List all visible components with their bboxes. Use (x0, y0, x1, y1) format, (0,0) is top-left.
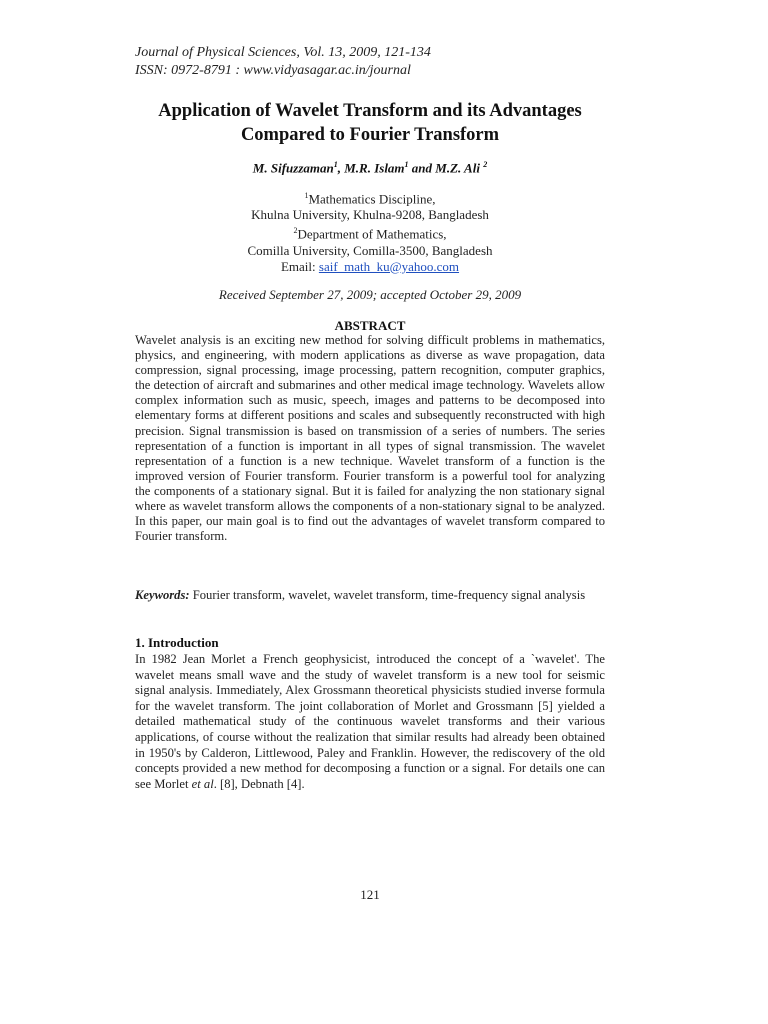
keywords-label: Keywords: (135, 588, 190, 602)
contact-email (135, 259, 605, 275)
introduction-et-al: et al (191, 776, 214, 791)
author-list (135, 160, 605, 176)
keywords-text: Fourier transform, wavelet, wavelet transform, time-frequency signal analysis (189, 588, 586, 602)
section-heading-introduction: 1. Introduction (135, 635, 219, 650)
email-label: Email: (280, 258, 319, 274)
affiliation-1-mark: 1 (304, 191, 309, 200)
affiliation-1-department (135, 188, 605, 207)
affiliations (135, 188, 605, 275)
affiliation-2-mark: 2 (293, 226, 298, 236)
author-1-affiliation-mark: 1 (333, 160, 338, 169)
affiliation-1-department-text: Mathematics Discipline, (308, 191, 436, 207)
paper-title-line-1: Application of Wavelet Transform and its Advantages (158, 101, 582, 121)
introduction-text-part-1: In 1982 Jean Morlet a French geophysicist, introduced the concept of a `wavelet'. The wavelet means small wave and the study of wavelet transform is a new tool for seismic signal analysis. Immediately, Alex Grossmann theoretical physicists studied inverse formula for the wavelet transform. The joint collaboration of Morlet and Grossmann [5] yielded a detailed mathematical study of the continuous wavelet transforms and their various applications, of course without the realization that similar results had already been obtained in 1950's by Calderon, Littlewood, Paley and Franklin. However, the rediscovery of the old concepts provided a new method for decomposing a function or a signal. For details one can see Morlet (135, 652, 605, 791)
abstract-text: Wavelet analysis is an exciting new method for solving difficult problems in mathematics, physics, and engineering, with modern applications as diverse as wave propagation, data compression, signal processing, image processing, pattern recognition, computer graphics, the detection of aircraft and submarines and other medical image technology. Wavelets allow complex information such as music, speech, images and patterns to be decomposed into elementary forms at different positions and scales and subsequently reconstructed with high precision. Signal transmission is based on transmission of a series of numbers. The series representation of a function is important in all types of signal transmission. The wavelet representation of a function is a new technique. Wavelet transform of a function is the improved version of Fourier transform. Fourier transform is a powerful tool for analyzing the components of a stationary signal. But it is failed for analyzing the non stationary signal where as wavelet transform allows the components of a non-stationary signal to be analyzed. In this paper, our main goal is to find out the advantages of wavelet transform compared to Fourier transform. (135, 333, 605, 544)
introduction-text (135, 652, 605, 792)
paper-title (110, 99, 630, 147)
affiliation-2-university: Comilla University, Comilla-3500, Bangladesh (247, 242, 493, 258)
author-3-affiliation-mark: 2 (483, 160, 488, 169)
affiliation-2-department (135, 223, 605, 242)
affiliation-2-department-text: Department of Mathematics, (297, 226, 447, 242)
journal-issn: ISSN: 0972-8791 : www.vidyasagar.ac.in/journal (135, 63, 411, 78)
author-2: M.R. Islam (344, 160, 405, 176)
author-separator: and (408, 160, 436, 176)
introduction-text-part-2: . [8], Debnath [4]. (213, 776, 305, 791)
paper-title-line-2: Compared to Fourier Transform (240, 125, 500, 145)
received-dates: Received September 27, 2009; accepted October 29, 2009 (218, 287, 522, 302)
abstract-heading: ABSTRACT (334, 318, 406, 333)
email-link[interactable]: saif_math_ku@yahoo.com (318, 258, 460, 274)
author-2-affiliation-mark: 1 (404, 160, 409, 169)
affiliation-1-university: Khulna University, Khulna-9208, Bangladesh (251, 207, 489, 223)
author-separator: , (337, 160, 345, 176)
keywords (135, 588, 605, 604)
journal-citation: Journal of Physical Sciences, Vol. 13, 2009, 121-134 (135, 45, 431, 60)
author-1: M. Sifuzzaman (252, 160, 334, 176)
journal-header (135, 44, 595, 80)
author-3: M.Z. Ali (435, 160, 484, 176)
page-number: 121 (360, 887, 380, 902)
